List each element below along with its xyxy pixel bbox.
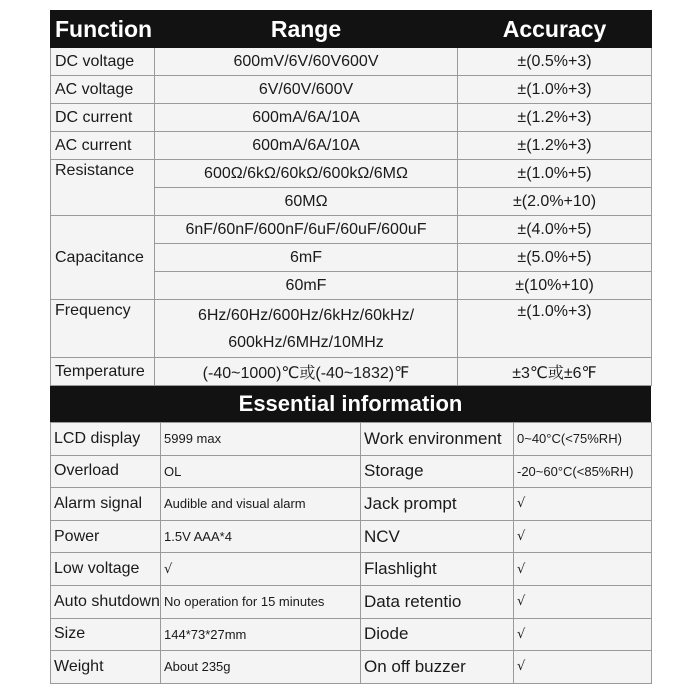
range-cell: 60MΩ [155, 188, 458, 216]
info-value: √ [161, 553, 361, 586]
info-value: 144*73*27mm [161, 618, 361, 651]
accuracy-cell: ±(1.0%+3) [458, 76, 652, 104]
info-label: Data retentio [361, 585, 514, 618]
range-cell: 6V/60V/600V [155, 76, 458, 104]
info-body [51, 423, 652, 684]
spec-row-frequency [51, 300, 652, 358]
info-value: Audible and visual alarm [161, 488, 361, 521]
accuracy-cell: ±(1.0%+5) [458, 160, 652, 188]
info-row [51, 553, 652, 586]
info-label: Weight [51, 651, 161, 684]
info-label: Low voltage [51, 553, 161, 586]
info-value: -20~60°C(<85%RH) [514, 455, 652, 488]
range-cell: 60mF [155, 272, 458, 300]
info-row [51, 455, 652, 488]
range-cell: 6mF [155, 244, 458, 272]
function-cell: Frequency [51, 300, 155, 358]
range-cell: 600mV/6V/60V600V [155, 48, 458, 76]
info-label: Diode [361, 618, 514, 651]
accuracy-cell: ±(5.0%+5) [458, 244, 652, 272]
spec-row-ac-voltage [51, 76, 652, 104]
info-value: 0~40°C(<75%RH) [514, 423, 652, 456]
info-label: Jack prompt [361, 488, 514, 521]
range-line: 600kHz/6MHz/10MHz [228, 333, 384, 351]
range-cell: 6nF/60nF/600nF/6uF/60uF/600uF [155, 216, 458, 244]
accuracy-cell: ±(1.2%+3) [458, 132, 652, 160]
specification-table [50, 10, 652, 386]
info-value: √ [514, 618, 652, 651]
function-cell: DC voltage [51, 48, 155, 76]
info-label: Flashlight [361, 553, 514, 586]
info-label: Power [51, 520, 161, 553]
range-line: 6Hz/60Hz/600Hz/6kHz/60kHz/ [197, 306, 415, 324]
info-value: 1.5V AAA*4 [161, 520, 361, 553]
range-cell: (-40~1000)℃或(-40~1832)℉ [155, 358, 458, 386]
info-value: OL [161, 455, 361, 488]
accuracy-cell: ±(1.2%+3) [458, 104, 652, 132]
range-cell [155, 300, 458, 358]
info-value: √ [514, 488, 652, 521]
function-cell: AC current [51, 132, 155, 160]
info-row [51, 618, 652, 651]
accuracy-cell: ±(2.0%+10) [458, 188, 652, 216]
accuracy-cell: ±(1.0%+3) [458, 300, 652, 358]
spec-row-capacitance [51, 216, 652, 244]
info-row [51, 423, 652, 456]
info-label: On off buzzer [361, 651, 514, 684]
info-label: Alarm signal [51, 488, 161, 521]
info-row [51, 520, 652, 553]
function-cell: Capacitance [51, 216, 155, 300]
spec-row-resistance [51, 160, 652, 188]
range-header: Range [155, 11, 458, 48]
accuracy-header: Accuracy [458, 11, 652, 48]
info-label: NCV [361, 520, 514, 553]
essential-info-title: Essential information [50, 386, 651, 422]
info-row [51, 488, 652, 521]
range-cell: 600mA/6A/10A [155, 104, 458, 132]
spec-row-temperature [51, 358, 652, 386]
function-cell: Temperature [51, 358, 155, 386]
info-value: √ [514, 553, 652, 586]
info-label: Work environment [361, 423, 514, 456]
info-row [51, 585, 652, 618]
info-value: √ [514, 520, 652, 553]
accuracy-cell: ±(4.0%+5) [458, 216, 652, 244]
range-cell: 600mA/6A/10A [155, 132, 458, 160]
spec-row-dc-current [51, 104, 652, 132]
info-value: No operation for 15 minutes [161, 585, 361, 618]
info-label: Size [51, 618, 161, 651]
info-value: 5999 max [161, 423, 361, 456]
accuracy-cell: ±(10%+10) [458, 272, 652, 300]
function-cell: Resistance [51, 160, 155, 216]
accuracy-cell: ±(0.5%+3) [458, 48, 652, 76]
essential-info-table [50, 422, 652, 684]
info-row [51, 651, 652, 684]
function-header: Function [51, 11, 155, 48]
info-label: Auto shutdown [51, 585, 161, 618]
function-cell: AC voltage [51, 76, 155, 104]
info-value: √ [514, 651, 652, 684]
info-label: LCD display [51, 423, 161, 456]
info-value: √ [514, 585, 652, 618]
range-cell: 600Ω/6kΩ/60kΩ/600kΩ/6MΩ [155, 160, 458, 188]
spec-row-dc-voltage [51, 48, 652, 76]
spec-header-row [51, 11, 652, 48]
info-value: About 235g [161, 651, 361, 684]
info-label: Storage [361, 455, 514, 488]
spec-row-ac-current [51, 132, 652, 160]
function-cell: DC current [51, 104, 155, 132]
spec-sheet [50, 10, 651, 684]
accuracy-cell: ±3℃或±6℉ [458, 358, 652, 386]
info-label: Overload [51, 455, 161, 488]
